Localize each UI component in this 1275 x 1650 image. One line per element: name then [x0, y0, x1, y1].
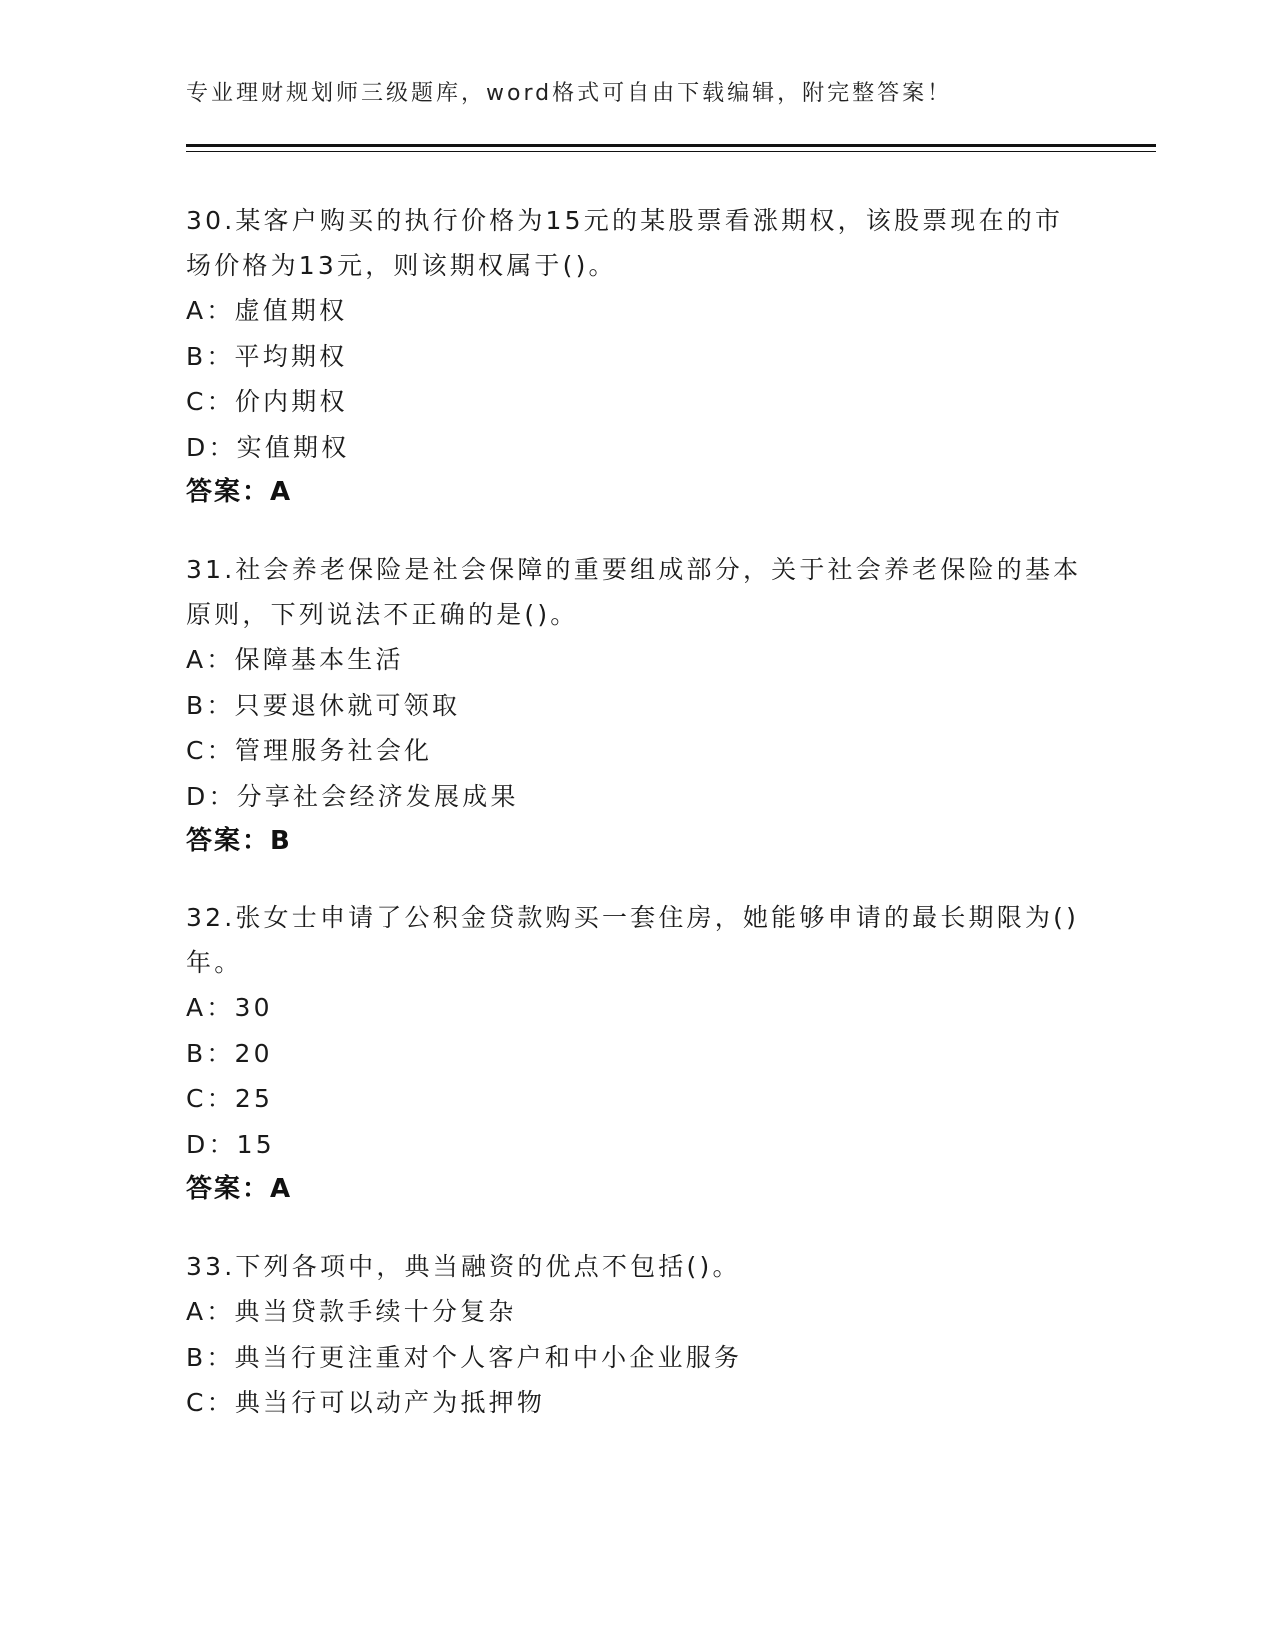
- option-a: A：30: [186, 993, 273, 1022]
- option-a: A：虚值期权: [186, 296, 348, 325]
- question-33: [186, 1244, 1086, 1426]
- option-d: D：实值期权: [186, 432, 350, 462]
- option-b: B：只要退休就可领取: [186, 690, 461, 720]
- page-header-title: 专业理财规划师三级题库，word格式可自由下载编辑，附完整答案！: [186, 81, 953, 106]
- answer-label: 答案：B: [186, 826, 292, 856]
- option-d: D：分享社会经济发展成果: [186, 781, 519, 811]
- header-divider-thick: [186, 144, 1156, 147]
- header-divider-thin: [186, 151, 1156, 152]
- question-stem: 31.社会养老保险是社会保障的重要组成部分，关于社会养老保险的基本原则，下列说法不正确的是()。: [186, 555, 1082, 629]
- question-31: [186, 547, 1086, 865]
- option-c: C：典当行可以动产为抵押物: [186, 1388, 546, 1417]
- answer-label: 答案：A: [186, 1174, 293, 1204]
- option-b: B：典当行更注重对个人客户和中小企业服务: [186, 1342, 743, 1372]
- question-32: [186, 895, 1086, 1213]
- question-stem: 30.某客户购买的执行价格为15元的某股票看涨期权，该股票现在的市场价格为13元，则该期权属于()。: [186, 206, 1064, 280]
- question-30: [186, 198, 1086, 516]
- option-d: D：15: [186, 1129, 275, 1159]
- option-b: B：20: [186, 1038, 273, 1068]
- question-stem: 33.下列各项中，典当融资的优点不包括()。: [186, 1252, 741, 1281]
- option-c: C：管理服务社会化: [186, 736, 433, 765]
- option-c: C：25: [186, 1084, 274, 1113]
- option-b: B：平均期权: [186, 341, 348, 371]
- option-a: A：保障基本生活: [186, 645, 404, 674]
- option-a: A：典当贷款手续十分复杂: [186, 1297, 517, 1326]
- answer-label: 答案：A: [186, 477, 293, 507]
- question-stem: 32.张女士申请了公积金贷款购买一套住房，她能够申请的最长期限为()年。: [186, 903, 1080, 977]
- option-c: C：价内期权: [186, 387, 348, 416]
